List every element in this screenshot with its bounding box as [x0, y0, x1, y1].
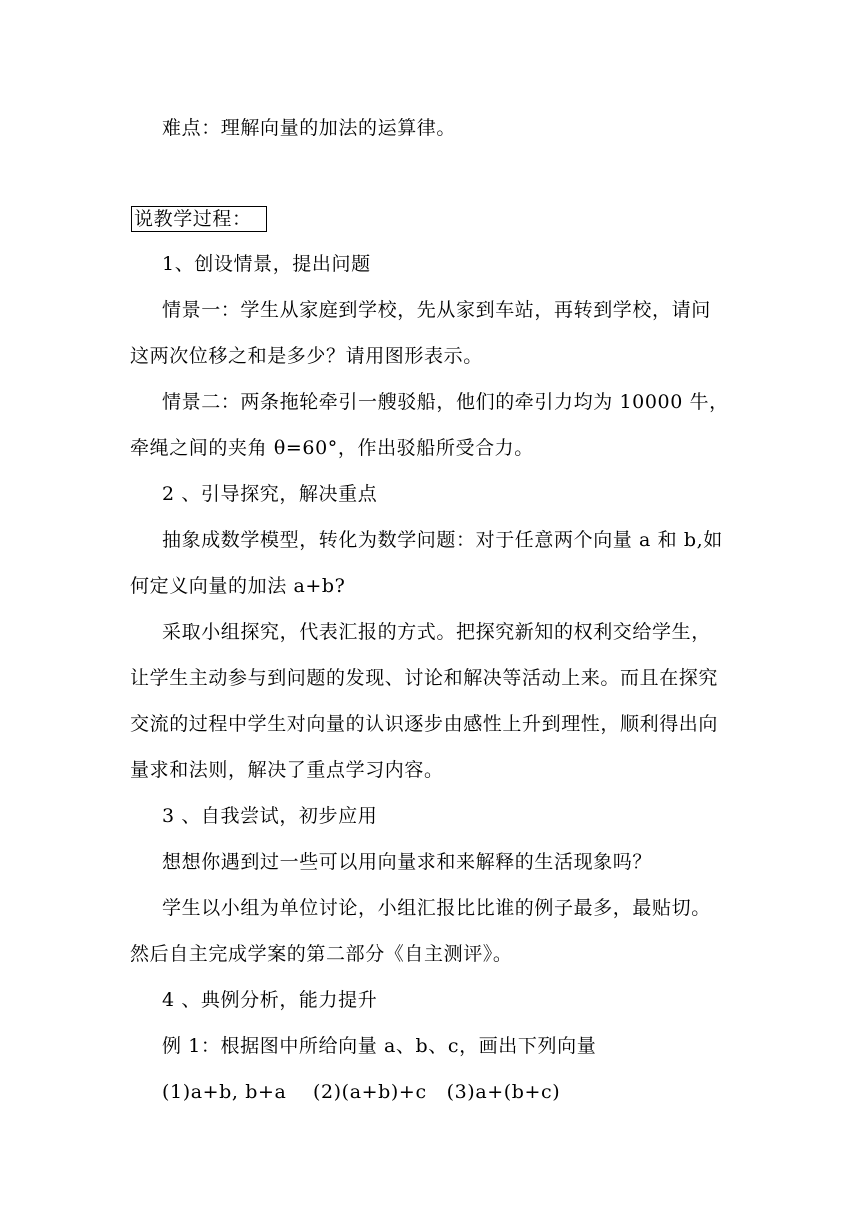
method-line-1: 采取小组探究，代表汇报的方式。把探究新知的权利交给学生，	[162, 621, 711, 643]
scenario-1-line-2: 这两次位移之和是多少？请用图形表示。	[130, 345, 483, 367]
model-line-1: 抽象成数学模型，转化为数学问题：对于任意两个向量 a 和 b,如	[162, 529, 723, 551]
method-line-3: 交流的过程中学生对向量的认识逐步由感性上升到理性，顺利得出向	[130, 713, 719, 735]
method-line-2: 让学生主动参与到问题的发现、讨论和解决等活动上来。而且在探究	[130, 667, 719, 689]
scenario-1-line-1: 情景一：学生从家庭到学校，先从家到车站，再转到学校，请问	[162, 299, 711, 321]
scenario-2-line-1: 情景二：两条拖轮牵引一艘驳船，他们的牵引力均为 10000 牛，	[162, 391, 729, 413]
step-4-heading: 4 、典例分析，能力提升	[162, 989, 378, 1011]
step-2-heading: 2 、引导探究，解决重点	[162, 483, 378, 505]
method-line-4: 量求和法则，解决了重点学习内容。	[130, 759, 444, 781]
step-1-heading: 1、创设情景，提出问题	[162, 253, 371, 275]
question-line: 想想你遇到过一些可以用向量求和来解释的生活现象吗？	[162, 851, 653, 873]
model-line-2: 何定义向量的加法 a+b?	[130, 575, 346, 597]
difficulty-line: 难点：理解向量的加法的运算律。	[162, 117, 457, 139]
example-1-line: 例 1：根据图中所给向量 a、b、c，画出下列向量	[162, 1035, 597, 1057]
example-1-items: (1)a+b, b+a (2)(a+b)+c (3)a+(b+c)	[162, 1081, 561, 1103]
section-heading-box	[131, 206, 267, 232]
section-heading: 说教学过程：	[131, 206, 267, 232]
discussion-line-1: 学生以小组为单位讨论，小组汇报比比谁的例子最多，最贴切。	[162, 897, 711, 919]
scenario-2-line-2: 牵绳之间的夹角 θ=60°，作出驳船所受合力。	[130, 437, 534, 459]
step-3-heading: 3 、自我尝试，初步应用	[162, 805, 378, 827]
discussion-line-2: 然后自主完成学案的第二部分《自主测评》。	[130, 943, 513, 965]
